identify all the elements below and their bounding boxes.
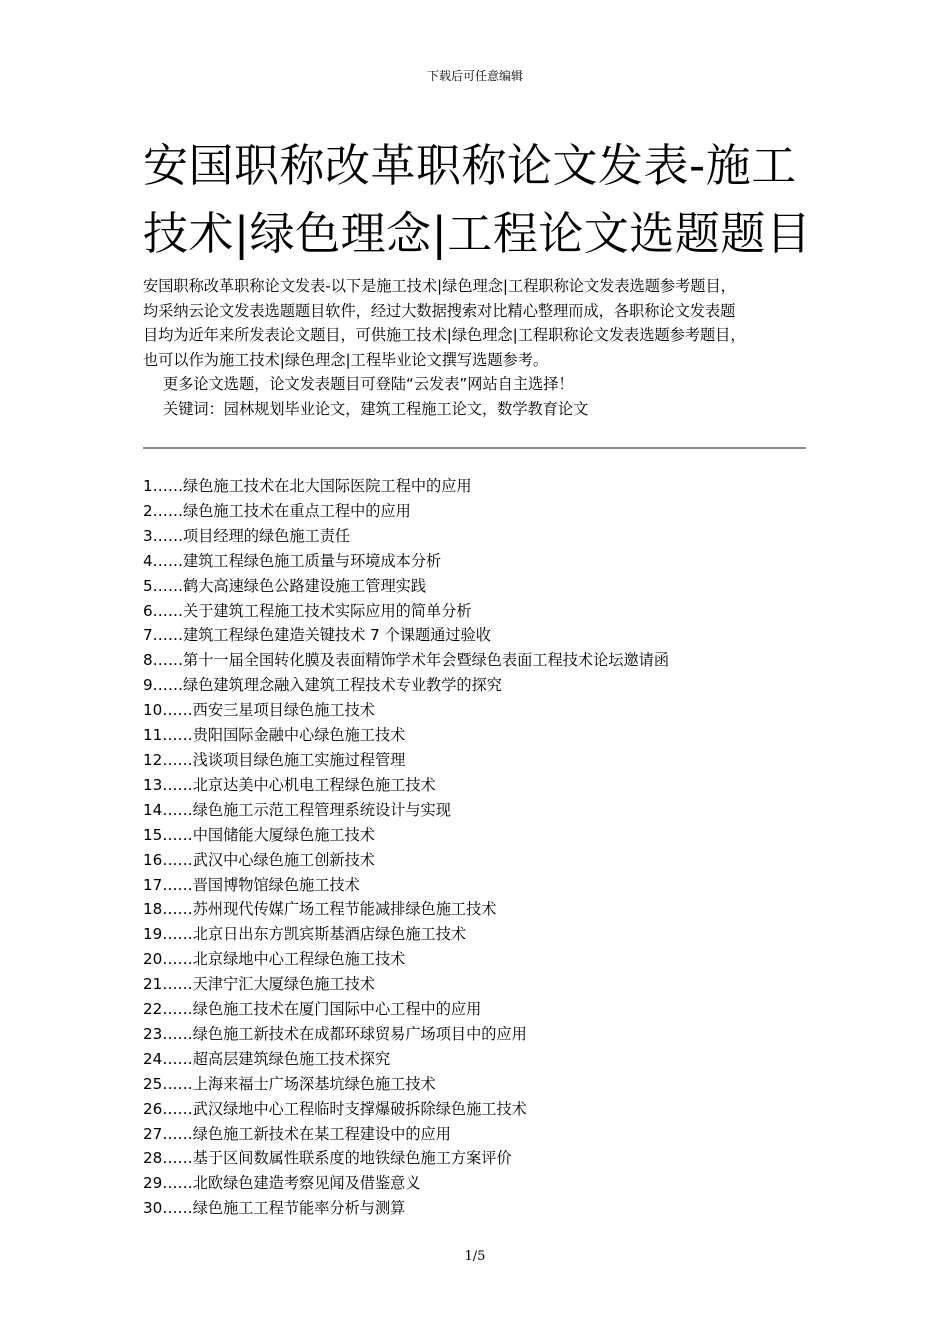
- intro-line: 目均为近年来所发表论文题目，可供施工技术|绿色理念|工程职称论文发表选题参考题目，: [143, 326, 746, 344]
- list-item: 14……绿色施工示范工程管理系统设计与实现: [143, 800, 451, 819]
- list-item: 5……鹤大高速绿色公路建设施工管理实践: [143, 576, 427, 595]
- list-item: 3……项目经理的绿色施工责任: [143, 526, 351, 545]
- list-item: 29……北欧绿色建造考察见闻及借鉴意义: [143, 1174, 421, 1193]
- topic-list: [143, 474, 823, 1221]
- list-item: 9……绿色建筑理念融入建筑工程技术专业教学的探究: [143, 676, 502, 695]
- list-item: 11……贵阳国际金融中心绿色施工技术: [143, 726, 406, 745]
- list-item: 12……浅谈项目绿色施工实施过程管理: [143, 750, 406, 769]
- list-item: 2……绿色施工技术在重点工程中的应用: [143, 501, 411, 520]
- page-number: 1/5: [464, 1249, 486, 1264]
- list-item: 22……绿色施工技术在厦门国际中心工程中的应用: [143, 1000, 482, 1019]
- list-item: 23……绿色施工新技术在成都环球贸易广场项目中的应用: [143, 1024, 527, 1043]
- list-item: 10……西安三星项目绿色施工技术: [143, 701, 375, 720]
- list-item: 16……武汉中心绿色施工创新技术: [143, 850, 375, 869]
- list-item: 26……武汉绿地中心工程临时支撑爆破拆除绿色施工技术: [143, 1099, 527, 1118]
- list-item: 18……苏州现代传媒广场工程节能减排绿色施工技术: [143, 900, 497, 919]
- list-item: 27……绿色施工新技术在某工程建设中的应用: [143, 1124, 451, 1143]
- list-item: 21……天津宁汇大厦绿色施工技术: [143, 975, 375, 994]
- list-item: 8……第十一届全国转化膜及表面精饰学术年会暨绿色表面工程技术论坛邀请函: [143, 651, 670, 670]
- list-item: 13……北京达美中心机电工程绿色施工技术: [143, 775, 436, 794]
- list-item: 15……中国储能大厦绿色施工技术: [143, 825, 375, 844]
- list-item: 25……上海来福士广场深基坑绿色施工技术: [143, 1074, 436, 1093]
- title-line: 安国职称改革职称论文发表-施工: [143, 139, 797, 192]
- list-item: 30……绿色施工工程节能率分析与测算: [143, 1199, 406, 1218]
- more-topics-note: 更多论文选题，论文发表题目可登陆“云发表”网站自主选择！: [163, 375, 574, 393]
- list-item: 7……建筑工程绿色建造关键技术 7 个课题通过验收: [143, 626, 491, 645]
- section-divider: [143, 447, 806, 449]
- list-item: 20……北京绿地中心工程绿色施工技术: [143, 950, 406, 969]
- list-item: 4……建筑工程绿色施工质量与环境成本分析: [143, 551, 442, 570]
- list-item: 6……关于建筑工程施工技术实际应用的简单分析: [143, 601, 472, 620]
- list-item: 19……北京日出东方凯宾斯基酒店绿色施工技术: [143, 925, 467, 944]
- list-item: 24……超高层建筑绿色施工技术探究: [143, 1049, 391, 1068]
- intro-line: 安国职称改革职称论文发表-以下是施工技术|绿色理念|工程职称论文发表选题参考题目，: [143, 277, 736, 295]
- title-line: 技术|绿色理念|工程论文选题题目: [143, 207, 812, 260]
- header-note: 下载后可任意编辑: [426, 69, 523, 83]
- list-item: 17……晋国博物馆绿色施工技术: [143, 875, 360, 894]
- list-item: 28……基于区间数属性联系度的地铁绿色施工方案评价: [143, 1149, 512, 1168]
- intro-line: 均采纳云论文发表选题题目软件，经过大数据搜索对比精心整理而成，各职称论文发表题: [143, 301, 736, 320]
- intro-line: 也可以作为施工技术|绿色理念|工程毕业论文撰写选题参考。: [143, 350, 549, 369]
- keywords-line: 关键词：园林规划毕业论文，建筑工程施工论文，数学教育论文: [163, 399, 589, 418]
- list-item: 1……绿色施工技术在北大国际医院工程中的应用: [143, 477, 472, 495]
- intro-paragraph: [143, 274, 823, 421]
- document-title: [143, 132, 823, 268]
